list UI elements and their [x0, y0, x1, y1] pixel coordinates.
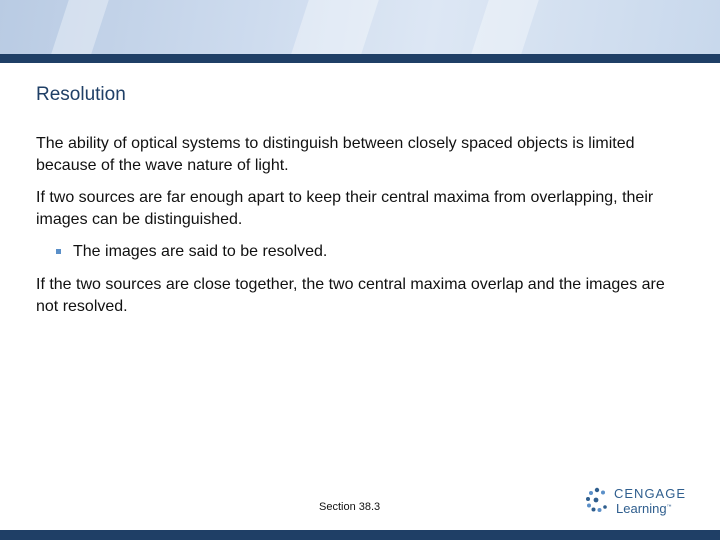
banner-decoration — [471, 0, 539, 54]
cengage-logo — [584, 486, 694, 520]
paragraph: If two sources are far enough apart to keep their central maxima from overlapping, their images can be distinguished. — [36, 189, 654, 228]
banner-decoration — [51, 0, 109, 54]
header-banner — [0, 0, 720, 54]
header-bar — [0, 54, 720, 63]
footer-bar — [0, 530, 720, 540]
slide-title: Resolution — [36, 84, 126, 105]
slide-body — [36, 133, 676, 328]
banner-decoration — [291, 0, 379, 54]
square-bullet-icon — [56, 249, 61, 254]
section-label: Section 38.3 — [319, 501, 381, 513]
logo-subtitle: Learning ™ — [616, 501, 672, 516]
paragraph: If the two sources are close together, the two central maxima overlap and the images are not resolved. — [36, 276, 665, 315]
cengage-mark-icon — [584, 486, 610, 520]
logo-wordmark: CENGAGE — [614, 486, 687, 501]
bullet-text: The images are said to be resolved. — [73, 243, 328, 260]
bullet-item — [56, 241, 676, 263]
paragraph: The ability of optical systems to distinguish between closely spaced objects is limited because of the wave nature of light. — [36, 135, 635, 174]
